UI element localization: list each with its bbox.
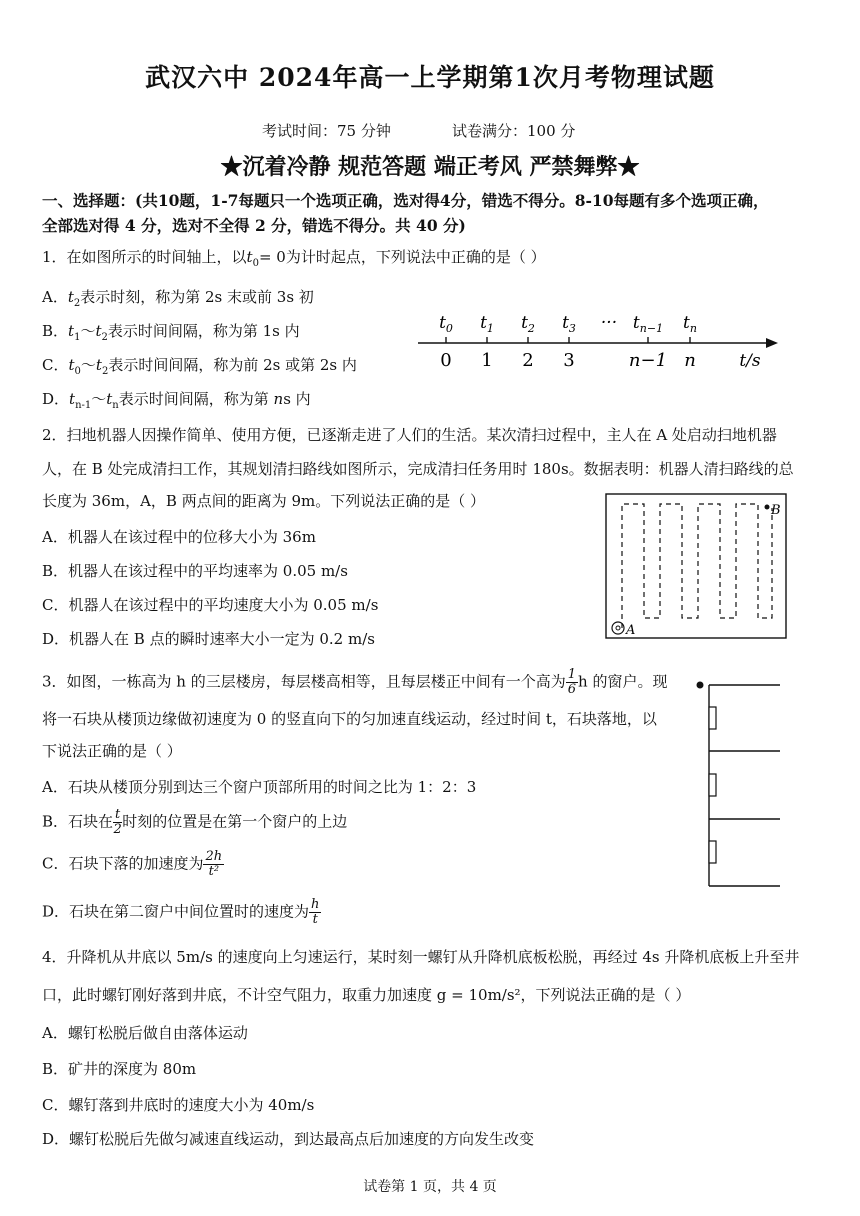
point-a-label: A bbox=[626, 623, 636, 638]
axis-top-label: $t_n$ bbox=[683, 313, 697, 335]
q2-line-1: 2．扫地机器人因操作简单、使用方便，已逐渐走进了人们的生活。某次清扫过程中，主人在 A 处启动扫地机器 bbox=[42, 426, 777, 444]
q3-line-1: 3．如图，一栋高为 h 的三层楼房，每层楼高相等，且每层楼正中间有一个高为 $\frac{1}{6}$ h 的窗户。现 bbox=[42, 667, 668, 697]
stone-dot bbox=[697, 682, 704, 689]
q1-option-b: B．$t_1\sim t_2$表示时间间隔，称为第 1s 内 bbox=[42, 322, 300, 343]
cleaning-path-figure bbox=[604, 492, 790, 642]
exam-motto: ★沉着冷静 规范答题 端正考风 严禁舞弊★ bbox=[220, 154, 640, 180]
q4-option-a: A．螺钉松脱后做自由落体运动 bbox=[42, 1024, 248, 1042]
axis-bottom-label: 2 bbox=[522, 350, 534, 371]
q1-option-d: D．$t_{n-1}\sim t_n$表示时间间隔，称为第 ns 内 bbox=[42, 390, 311, 411]
q1-option-a: A．$t_2$表示时刻，称为第 2s 末或前 3s 初 bbox=[42, 288, 314, 309]
q2-option-a: A．机器人在该过程中的位移大小为 36m bbox=[42, 528, 316, 546]
section-header bbox=[42, 188, 822, 238]
window-1 bbox=[709, 707, 716, 729]
axis-bottom-label: 1 bbox=[481, 350, 493, 371]
q4-option-d: D．螺钉松脱后先做匀减速直线运动，到达最高点后加速度的方向发生改变 bbox=[42, 1130, 535, 1148]
exam-time: 考试时间：75 分钟 bbox=[262, 122, 391, 140]
q3-window-fraction: $\frac{1}{6}$ bbox=[567, 667, 577, 697]
axis-bottom-label: 3 bbox=[563, 350, 575, 371]
q4-line-2: 口，此时螺钉刚好落到井底，不计空气阻力，取重力加速度 g = 10m/s²，下列说法正确的是（ ） bbox=[42, 986, 691, 1004]
axis-top-label: ··· bbox=[600, 313, 618, 333]
axis-bottom-label: 0 bbox=[440, 350, 452, 371]
point-b-label: B bbox=[771, 503, 781, 518]
q4-option-b: B．矿井的深度为 80m bbox=[42, 1060, 197, 1078]
q2-line-3: 长度为 36m，A，B 两点间的距离为 9m。下列说法正确的是（ ） bbox=[42, 492, 486, 510]
q3-option-a: A．石块从楼顶分别到达三个窗户顶部所用的时间之比为 1：2：3 bbox=[42, 778, 477, 796]
window-2 bbox=[709, 774, 716, 796]
axis-top-label: $t_{n-1}$ bbox=[632, 313, 664, 335]
time-axis-figure bbox=[410, 300, 790, 380]
axis-bottom-label: n bbox=[684, 350, 696, 371]
axis-top-label: $t_0$ bbox=[439, 313, 453, 335]
point-b-dot bbox=[765, 505, 770, 510]
section-line-2: 全部选对得 4 分，选对不全得 2 分，错选不得分。共 40 分) bbox=[42, 216, 466, 235]
cleaning-route bbox=[622, 504, 772, 628]
axis-top-label: $t_1$ bbox=[480, 313, 494, 335]
q1-option-c: C．$t_0\sim t_2$表示时间间隔，称为前 2s 或第 2s 内 bbox=[42, 356, 357, 377]
q1-stem: 1．在如图所示的时间轴上，以$t_0= 0$为计时起点，下列说法中正确的是（ ） bbox=[42, 248, 546, 269]
axis-top-label: $t_2$ bbox=[521, 313, 535, 335]
room-outline bbox=[606, 494, 786, 638]
window-3 bbox=[709, 841, 716, 863]
q2-line-2: 人，在 B 处完成清扫工作，其规划清扫路线如图所示，完成清扫任务用时 180s。数据表明：机器人清扫路线的总 bbox=[42, 460, 794, 478]
q3-line-3: 下说法正确的是（ ） bbox=[42, 742, 182, 760]
robot-center-icon bbox=[616, 626, 620, 630]
q3-line-2: 将一石块从楼顶边缘做初速度为 0 的竖直向下的匀加速直线运动，经过时间 t，石块落地，以 bbox=[42, 710, 657, 728]
q2-option-b: B．机器人在该过程中的平均速率为 0.05 m/s bbox=[42, 562, 348, 580]
q2-option-c: C．机器人在该过程中的平均速度大小为 0.05 m/s bbox=[42, 596, 379, 614]
axis-unit-label: t/s bbox=[739, 351, 761, 371]
q4-option-c: C．螺钉落到井底时的速度大小为 40m/s bbox=[42, 1096, 315, 1114]
full-score: 试卷满分：100 分 bbox=[452, 122, 576, 140]
axis-top-label: $t_3$ bbox=[562, 313, 576, 335]
axis-bottom-label: n−1 bbox=[628, 350, 668, 371]
q4-line-1: 4．升降机从井底以 5m/s 的速度向上匀速运行，某时刻一螺钉从升降机底板松脱，再经过 4s 升降机底板上升至井 bbox=[42, 948, 800, 966]
building-figure bbox=[690, 676, 786, 892]
q3-option-d: D．石块在第二窗户中间位置时的速度为 $\frac{h}{t}$ bbox=[42, 897, 320, 927]
q3-option-b: B．石块在 $\frac{t}{2}$ 时刻的位置是在第一个窗户的上边 bbox=[42, 807, 348, 837]
page-footer: 试卷第 1 页，共 4 页 bbox=[363, 1179, 497, 1195]
q3-option-c: C．石块下落的加速度为 $\frac{2h}{\text{t²}}$ bbox=[42, 849, 223, 879]
axis-arrow-icon bbox=[766, 338, 778, 348]
q2-option-d: D．机器人在 B 点的瞬时速率大小一定为 0.2 m/s bbox=[42, 630, 375, 648]
section-line-1: 一、选择题：(共10题，1-7每题只一个选项正确，选对得4分，错选不得分。8-10每题有多个选项正确， bbox=[42, 191, 769, 210]
exam-title: 武汉六中 2024年高一上学期第1次月考物理试题 bbox=[145, 63, 715, 92]
